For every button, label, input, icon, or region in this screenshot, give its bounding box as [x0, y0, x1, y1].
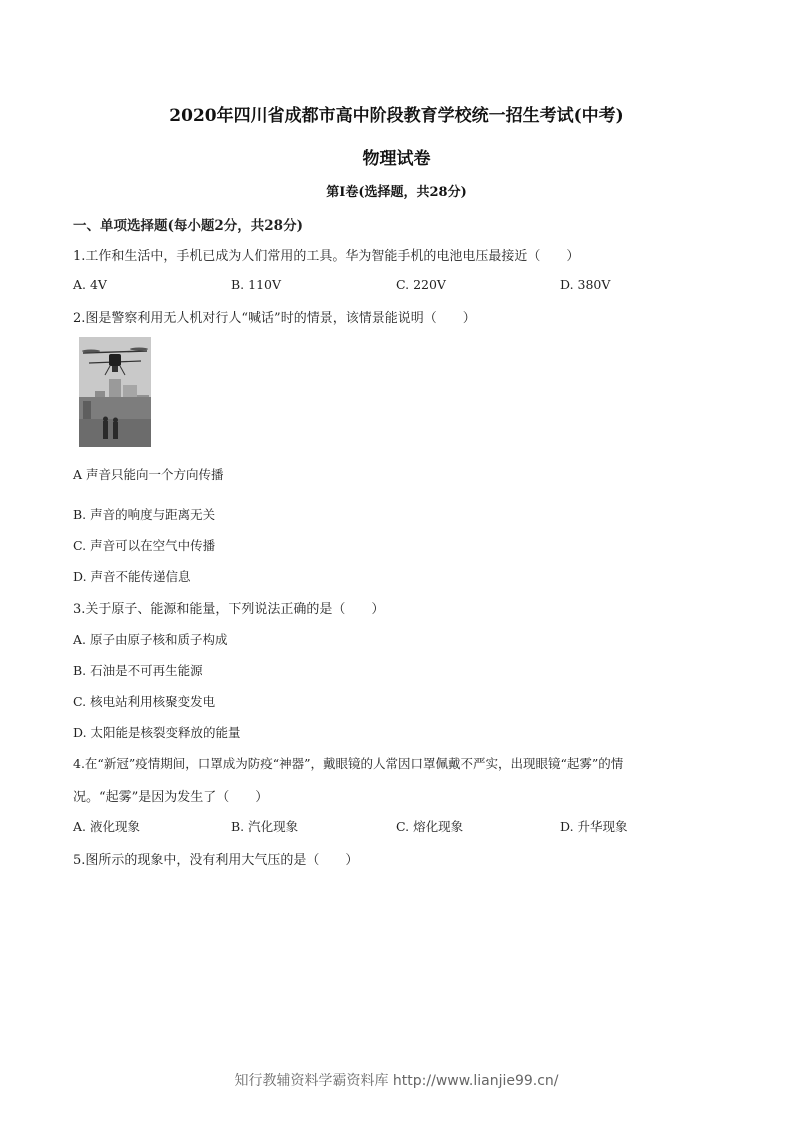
- q3-option-c: C. 核电站利用核聚变发电: [73, 694, 216, 709]
- drone-photo: [79, 337, 151, 447]
- question-2-stem: 2.图是警察利用无人机对行人“喊话”时的情景，该情景能说明（ ）: [73, 311, 476, 326]
- volume-heading: 第I卷(选择题，共28分): [326, 185, 467, 200]
- question-3-stem: 3.关于原子、能源和能量，下列说法正确的是（ ）: [73, 602, 385, 617]
- question-1-stem: 1.工作和生活中，手机已成为人们常用的工具。华为智能手机的电池电压最接近（ ）: [73, 249, 580, 264]
- question-4-stem-line1: 4.在“新冠”疫情期间，口罩成为防疫“神器”，戴眼镜的人常因口罩佩戴不严实，出现眼镜“起雾”的情: [73, 756, 624, 771]
- question-5-stem: 5.图所示的现象中，没有利用大气压的是（ ）: [73, 853, 359, 868]
- exam-subject: 物理试卷: [362, 149, 431, 169]
- q2-option-d: D. 声音不能传递信息: [73, 569, 191, 584]
- q1-option-d: D. 380V: [560, 277, 611, 292]
- q3-option-a: A. 原子由原子核和质子构成: [73, 632, 228, 647]
- section-heading: 一、单项选择题(每小题2分，共28分): [73, 218, 303, 234]
- q2-option-a: A 声音只能向一个方向传播: [73, 467, 224, 482]
- q3-option-d: D. 太阳能是核裂变释放的能量: [73, 725, 241, 740]
- drone-police-image: [79, 337, 151, 447]
- q4-option-a: A. 液化现象: [73, 819, 140, 834]
- q4-option-b: B. 汽化现象: [231, 819, 299, 834]
- q1-option-a: A. 4V: [73, 277, 107, 292]
- q2-option-b: B. 声音的响度与距离无关: [73, 507, 216, 522]
- exam-title: 2020年四川省成都市高中阶段教育学校统一招生考试(中考): [169, 106, 624, 126]
- q3-option-b: B. 石油是不可再生能源: [73, 663, 203, 678]
- question-4-stem-line2: 况。“起雾”是因为发生了（ ）: [73, 790, 269, 805]
- footer-watermark: 知行教辅资料学霸资料库 http://www.lianjie99.cn/: [234, 1073, 559, 1089]
- q4-option-c: C. 熔化现象: [396, 819, 464, 834]
- q1-option-b: B. 110V: [231, 277, 282, 292]
- q4-option-d: D. 升华现象: [560, 819, 628, 834]
- q2-option-c: C. 声音可以在空气中传播: [73, 538, 216, 553]
- q1-option-c: C. 220V: [396, 277, 446, 292]
